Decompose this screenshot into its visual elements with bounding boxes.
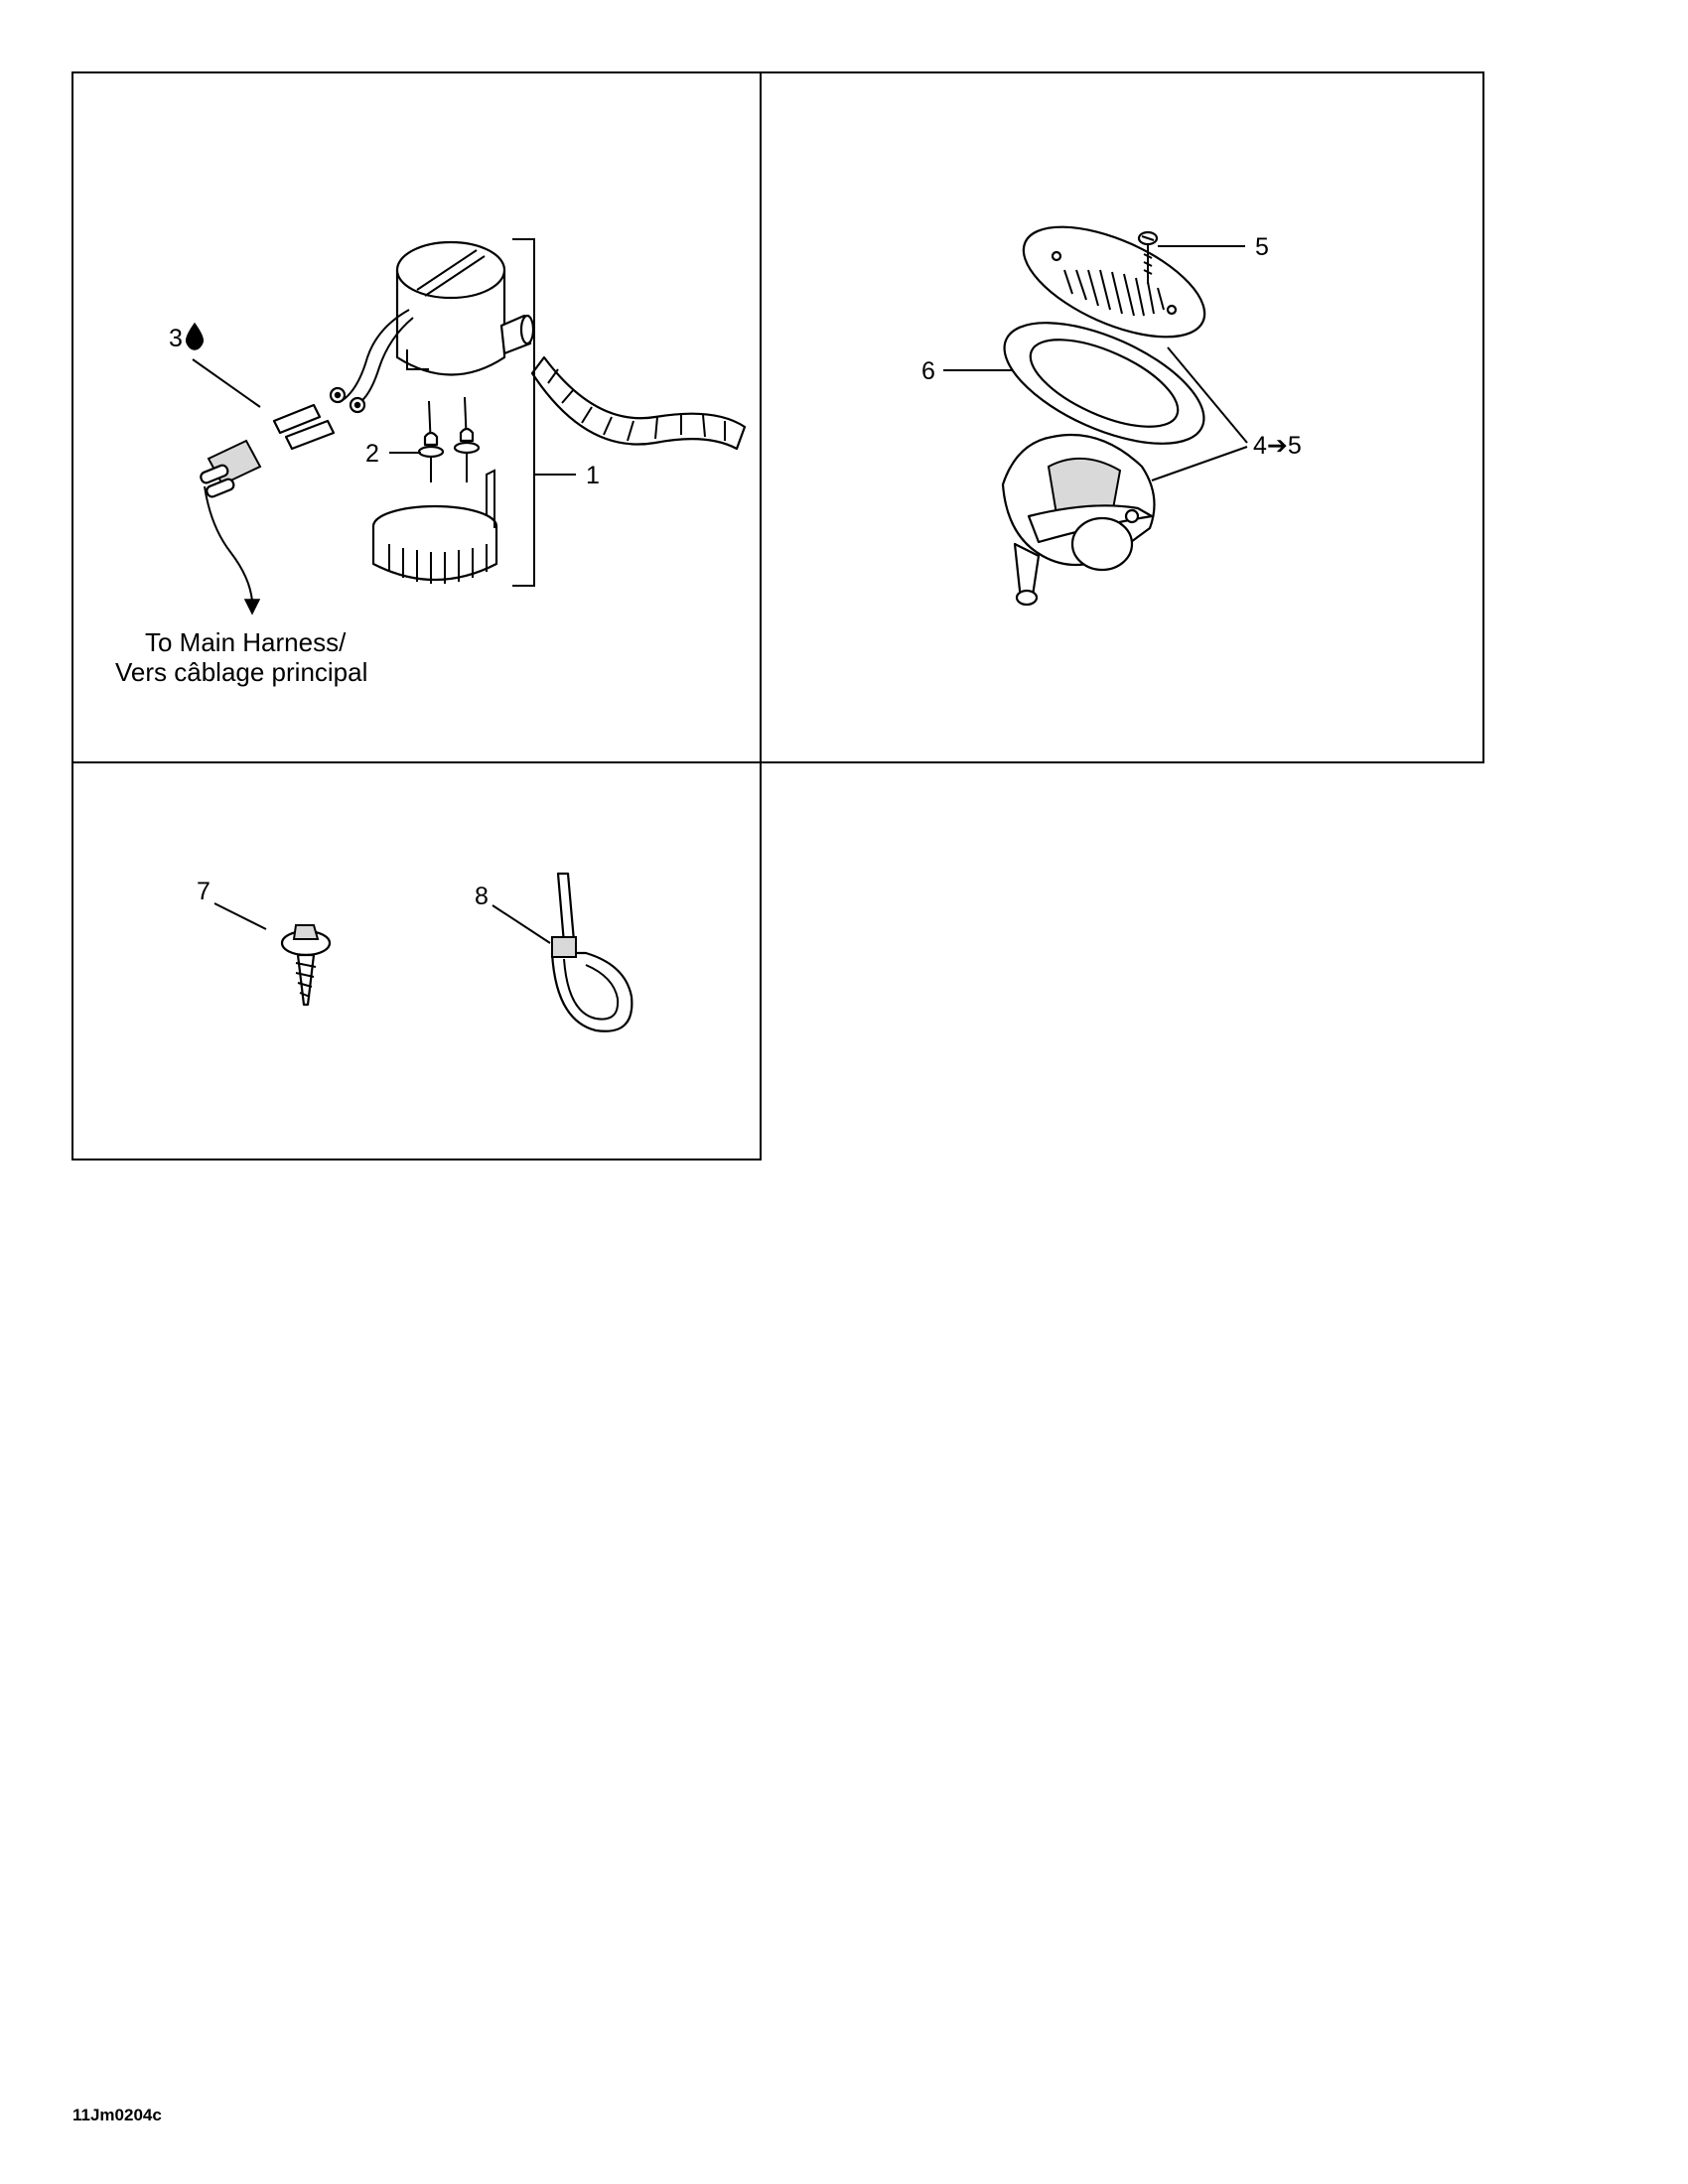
harness-caption-line-1: To Main Harness/ — [145, 627, 347, 657]
pump-strainer-base — [373, 471, 496, 584]
callout-1: 1 — [586, 462, 600, 489]
harness-caption-line-2: Vers câblage principal — [115, 657, 368, 687]
discharge-hose — [532, 357, 745, 449]
electrical-connector — [200, 388, 364, 498]
harness-arrow-icon — [245, 600, 259, 614]
callout-3-leader — [193, 359, 260, 407]
callout-7: 7 — [197, 878, 211, 905]
callout-8-leader — [492, 905, 550, 943]
drawing-code: 11Jm0204c — [72, 2106, 162, 2124]
callout-8: 8 — [475, 883, 489, 910]
callout-5: 5 — [1255, 233, 1269, 261]
panel-fasteners — [72, 762, 761, 1160]
callout-2: 2 — [365, 440, 379, 468]
callout-3: 3 — [169, 325, 183, 352]
tapping-screw — [282, 925, 330, 1005]
harness-routing-line — [205, 486, 252, 602]
pump-mounting-screws — [419, 397, 479, 482]
bilge-pump-illustration — [340, 242, 533, 405]
callout-6: 6 — [921, 357, 935, 385]
callout-4-5: 4➔5 — [1253, 432, 1302, 460]
callout-7-leader — [214, 903, 266, 929]
drain-housing — [1003, 435, 1155, 605]
cable-tie — [552, 874, 632, 1031]
sealant-drop-icon — [187, 324, 204, 349]
